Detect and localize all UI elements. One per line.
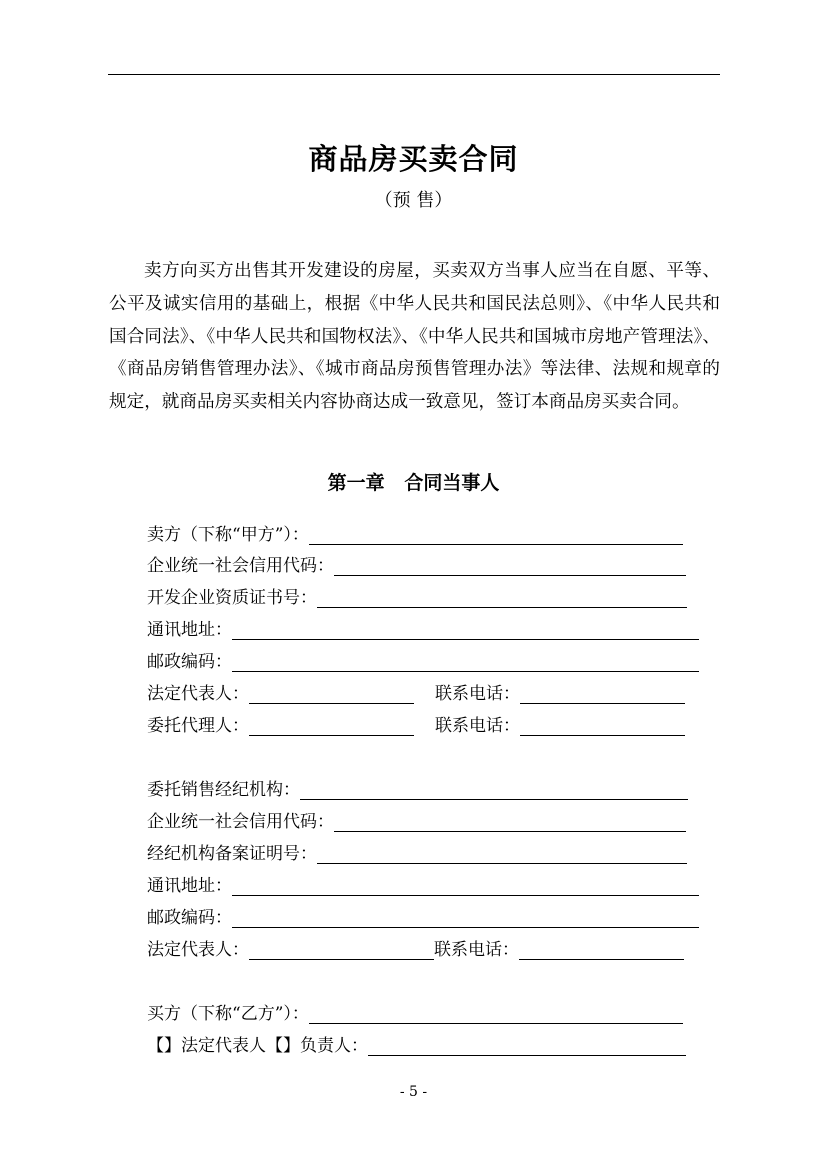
seller-qualification-label: 开发企业资质证书号： [147,588,317,608]
seller-postcode-label: 邮政编码： [147,652,232,672]
seller-agent-label: 委托代理人： [147,716,249,736]
broker-postcode-blank[interactable] [232,907,699,928]
broker-name-field [147,777,688,803]
buyer-name-field [147,1001,683,1027]
seller-name-label: 卖方（下称“甲方”）： [147,525,309,545]
seller-credit-code-label: 企业统一社会信用代码： [147,556,334,576]
broker-credit-code-field [147,809,686,835]
broker-filing-field [147,841,687,867]
buyer-rep-blank[interactable] [368,1035,686,1056]
contract-title: 商品房买卖合同 [308,142,519,176]
seller-phone-blank-1[interactable] [520,683,685,704]
broker-legal-rep-label: 法定代表人： [147,940,249,960]
page-number: - 5 - [399,1084,428,1100]
buyer-name-blank[interactable] [309,1003,683,1024]
broker-phone-blank[interactable] [519,939,684,960]
broker-filing-blank[interactable] [317,843,687,864]
preamble-paragraph: 卖方向买方出售其开发建设的房屋，买卖双方当事人应当在自愿、平等、公平及诚实信用的基础上，根据《中华人民共和国民法总则》、《中华人民共和国合同法》、《中华人民共和国物权法》、《中华人民共和国城市房地产管理法》、《商品房销售管理办法》、《城市商品房预售管理办法》等法律、法规和规章的规定，就商品房买卖相关内容协商达成一致意见，签订本商品房买卖合同。 [109,261,720,413]
broker-address-label: 通讯地址： [147,876,232,896]
buyer-rep-label: 【】法定代表人【】负责人： [147,1036,368,1056]
buyer-name-label: 买方（下称“乙方”）： [147,1004,309,1024]
buyer-rep-field [147,1033,686,1059]
seller-legal-rep-blank[interactable] [249,683,414,704]
broker-filing-label: 经纪机构备案证明号： [147,844,317,864]
seller-qualification-field [147,585,687,611]
seller-phone-label-2: 联系电话： [435,716,520,736]
broker-name-blank[interactable] [300,779,688,800]
seller-credit-code-blank[interactable] [334,555,686,576]
seller-legal-rep-label: 法定代表人： [147,684,249,704]
broker-legal-rep-blank[interactable] [249,939,434,960]
seller-agent-blank[interactable] [249,715,414,736]
seller-address-label: 通讯地址： [147,620,232,640]
broker-name-label: 委托销售经纪机构： [147,780,300,800]
seller-phone-label-1: 联系电话： [435,684,520,704]
seller-agent-field [147,713,685,739]
broker-address-blank[interactable] [232,875,699,896]
seller-qualification-blank[interactable] [317,587,687,608]
seller-name-field [147,522,683,548]
broker-postcode-label: 邮政编码： [147,908,232,928]
seller-legal-rep-field [147,681,685,707]
seller-phone-blank-2[interactable] [520,715,685,736]
seller-address-field [147,617,699,643]
broker-phone-label: 联系电话： [434,940,519,960]
broker-credit-code-label: 企业统一社会信用代码： [147,812,334,832]
contract-subtitle: （预 售） [374,190,453,211]
broker-postcode-field [147,905,699,931]
broker-legal-rep-field [147,937,684,963]
seller-credit-code-field [147,553,686,579]
seller-address-blank[interactable] [232,619,699,640]
seller-postcode-blank[interactable] [232,651,699,672]
seller-postcode-field [147,649,699,675]
seller-name-blank[interactable] [309,524,683,545]
broker-address-field [147,873,699,899]
broker-credit-code-blank[interactable] [334,811,686,832]
chapter-heading: 第一章 合同当事人 [327,472,500,494]
header-rule [108,74,720,75]
